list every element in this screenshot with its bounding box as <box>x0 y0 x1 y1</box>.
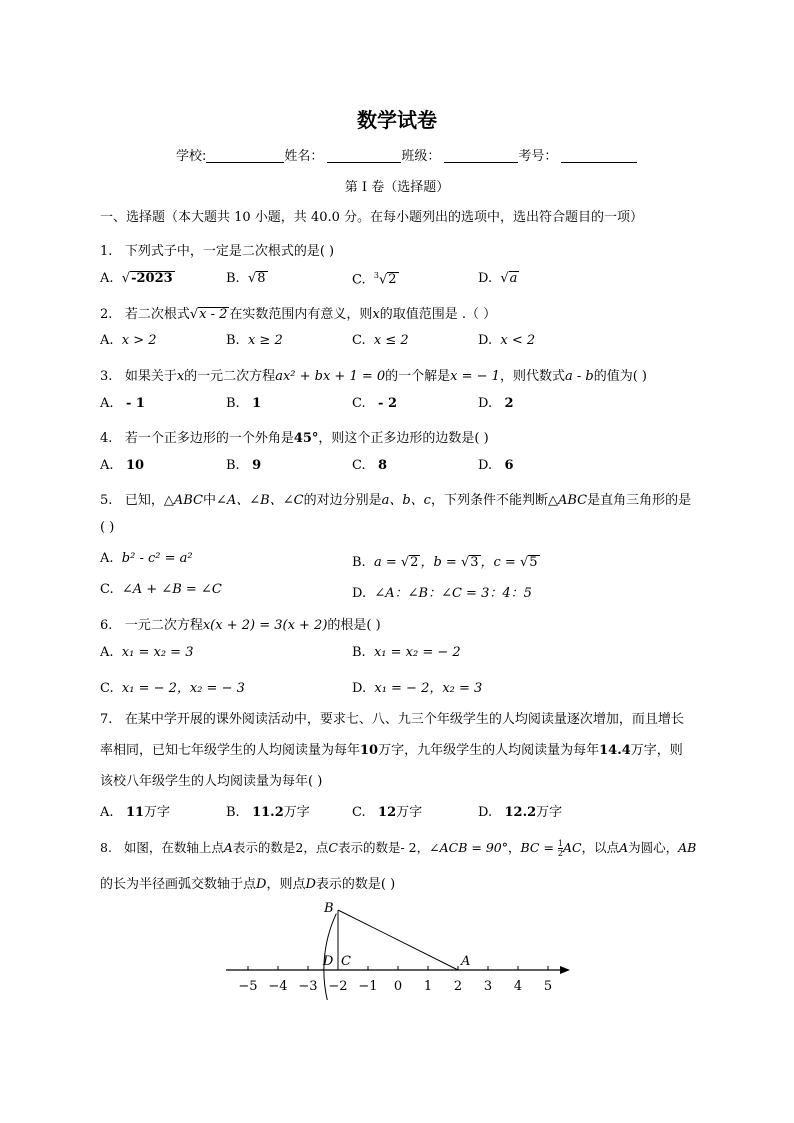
question-2: 2. 若二次根式√x - 2 在实数范围内有意义，则x的取值范围是 .（ ） <box>100 307 497 322</box>
q7-option-b[interactable] <box>226 801 310 820</box>
option-text: x₁ = x₂ = − 2 <box>373 645 461 660</box>
math-expr: a = <box>373 555 401 570</box>
question-text: 的一个解是 <box>385 369 451 384</box>
option-label: D. <box>478 458 493 473</box>
option-label: A. <box>100 333 114 348</box>
page-title: 数学试卷 <box>357 108 437 132</box>
option-text: x < 2 <box>500 333 536 348</box>
math-expr: AC <box>563 840 582 855</box>
question-8 <box>100 838 696 858</box>
question-text: 为圆心， <box>628 840 679 855</box>
unit: 万字 <box>396 805 423 820</box>
tick-label: −4 <box>268 979 288 994</box>
math-expr: BC = <box>520 840 558 855</box>
question-number: 6. <box>100 618 113 633</box>
number: 14.4 <box>599 743 631 758</box>
question-text: ， <box>507 840 521 855</box>
option-label: B. <box>226 396 240 411</box>
school-label: 学校: <box>176 149 207 164</box>
question-text: 表示的数是( ) <box>315 877 396 892</box>
q4-option-b[interactable] <box>226 458 261 473</box>
option-label: D. <box>478 396 493 411</box>
question-1 <box>100 240 334 259</box>
option-text: 9 <box>252 458 262 473</box>
unit: 万字 <box>144 805 171 820</box>
option-label: C. <box>352 396 366 411</box>
school-field[interactable] <box>206 148 284 163</box>
option-label: A. <box>100 645 114 660</box>
number: 12.2 <box>504 805 537 820</box>
tick-label: −5 <box>238 979 258 994</box>
option-label: D. <box>478 333 493 348</box>
option-text: ∠A：∠B：∠C = 3：4：5 <box>374 586 532 601</box>
option-label: B. <box>226 458 240 473</box>
option-label: B. <box>226 805 240 820</box>
question-number: 2. <box>100 307 113 322</box>
question-text: 一元二次方程 <box>124 618 203 633</box>
number: 11 <box>125 805 145 820</box>
math-expr: △ABC <box>163 493 203 508</box>
question-text: 万字，九年级学生的人均阅读量为每年 <box>378 743 600 758</box>
question-text: 率相同，已知七年级学生的人均阅读量为每年 <box>100 743 361 758</box>
question-text: 在实数范围内有意义，则 <box>229 307 373 322</box>
question-text: ，则代数式 <box>499 369 565 384</box>
question-text: ，点 <box>303 840 329 855</box>
question-number: 1. <box>100 244 113 259</box>
q5-option-d[interactable] <box>352 582 532 601</box>
q2-option-c[interactable] <box>352 333 409 348</box>
math-expr: △ABC <box>547 493 588 508</box>
option-text: x₁ = − 2，x₂ = 3 <box>374 681 483 696</box>
math-expr: D <box>256 877 267 892</box>
option-text: x ≥ 2 <box>247 333 283 348</box>
question-text: 的长为半径画弧交数轴于点 <box>100 877 257 892</box>
q4-option-c[interactable] <box>352 458 387 473</box>
q4-option-a[interactable] <box>100 458 144 473</box>
question-text: 下列式子中，一定是二次根式的是( ) <box>124 244 335 259</box>
question-text: 表示的数是 <box>337 840 401 855</box>
question-text: 是直角三角形的是 <box>587 493 692 508</box>
q1-option-d[interactable]: D. √a <box>478 271 518 286</box>
math-expr: x = − 1 <box>450 369 500 384</box>
question-text: ， <box>416 840 430 855</box>
option-label: B. <box>226 271 240 286</box>
question-text: 若二次根式 <box>124 307 190 322</box>
math-expr: A <box>223 840 233 855</box>
math-expr: ，c = <box>480 555 520 570</box>
option-text: - 2 <box>378 396 397 411</box>
option-label: C. <box>352 458 366 473</box>
question-text: 的对边分别是 <box>303 493 382 508</box>
question-text: 表示的数是 <box>232 840 296 855</box>
option-label: D. <box>478 805 493 820</box>
question-text: 万字，则 <box>630 743 683 758</box>
math-expr: AB <box>678 840 697 855</box>
number: - 2 <box>400 840 417 855</box>
volume-heading: 第 I 卷（选择题） <box>344 180 450 195</box>
question-text: ，下列条件不能判断 <box>430 493 548 508</box>
unit: 万字 <box>283 805 310 820</box>
question-text: 在某中学开展的课外阅读活动中，要求七、八、九三个年级学生的人均阅读量逐次增加，而且增长 <box>124 712 684 727</box>
q3-option-a[interactable] <box>100 396 145 411</box>
question-text: 的值为( ) <box>593 369 647 384</box>
question-5-line2: ( ) <box>100 520 115 535</box>
question-5 <box>100 489 691 508</box>
tick-label: −3 <box>298 979 318 994</box>
number: 10 <box>360 743 379 758</box>
question-6 <box>100 614 381 633</box>
option-label: C. <box>352 805 366 820</box>
option-label: A. <box>100 396 114 411</box>
option-label: D. <box>352 681 367 696</box>
radicand: -2023 <box>131 271 173 286</box>
option-label: A. <box>100 271 114 286</box>
question-number: 8. <box>100 840 112 855</box>
axis-arrow <box>560 966 570 974</box>
option-label: B. <box>352 645 366 660</box>
q6-option-b[interactable] <box>352 645 461 660</box>
option-text: x ≤ 2 <box>373 333 409 348</box>
option-label: C. <box>100 582 114 597</box>
option-text: 2 <box>504 396 514 411</box>
option-text: x₁ = − 2，x₂ = − 3 <box>121 681 245 696</box>
q6-option-c[interactable] <box>100 677 245 696</box>
id-label: 考号： <box>518 149 558 164</box>
q2-option-a[interactable] <box>100 333 157 348</box>
q3-option-c[interactable] <box>352 396 397 411</box>
label-A: A <box>461 954 471 969</box>
option-label: B. <box>352 555 366 570</box>
tick-label: 2 <box>453 979 463 994</box>
option-label: A. <box>100 458 114 473</box>
tick-label: 4 <box>513 979 523 994</box>
number: 12 <box>378 805 397 820</box>
question-4 <box>100 427 489 446</box>
radicand: 5 <box>529 555 538 570</box>
class-field[interactable] <box>444 148 518 163</box>
question-number: 4. <box>100 431 113 446</box>
denominator: 2 <box>557 849 563 858</box>
math-expr: a、b、c <box>381 493 431 508</box>
q7-option-d[interactable] <box>478 801 562 820</box>
student-info-line <box>176 145 637 164</box>
q1-option-c[interactable]: C. $^3$√2 <box>352 271 397 288</box>
math-expr: x <box>176 369 185 384</box>
option-label: C. <box>100 681 114 696</box>
question-number: 3. <box>100 369 113 384</box>
question-7-line2 <box>100 739 683 758</box>
question-text: 的一元二次方程 <box>184 369 276 384</box>
question-text: ，以点 <box>581 840 620 855</box>
option-label: D. <box>352 586 367 601</box>
root-index: 3 <box>373 271 379 280</box>
radicand: 8 <box>257 271 266 286</box>
question-number: 7. <box>100 712 113 727</box>
section-heading: 一、选择题（本大题共 10 小题，共 40.0 分。在每小题列出的选项中，选出符合题目的一项） <box>100 210 644 225</box>
number: 11.2 <box>252 805 284 820</box>
question-text: 若一个正多边形的一个外角是 <box>124 431 294 446</box>
option-label: B. <box>226 333 240 348</box>
question-text: ，则点 <box>266 877 306 892</box>
question-7-line3: 该校八年级学生的人均阅读量为每年( ) <box>100 774 323 789</box>
q5-option-a[interactable] <box>100 551 193 566</box>
option-label: A. <box>100 805 114 820</box>
q6-option-a[interactable] <box>100 645 193 660</box>
question-text: 中 <box>202 493 216 508</box>
variable: x <box>372 307 380 322</box>
math-expr: ax² + bx + 1 = 0 <box>275 369 386 384</box>
q2-option-d[interactable] <box>478 333 535 348</box>
numerator: 1 <box>557 839 563 848</box>
q1-option-b[interactable]: B. √8 <box>226 271 266 286</box>
option-text: 1 <box>252 396 262 411</box>
question-text: 的取值范围是 .（ ） <box>379 307 497 322</box>
tick-label: 3 <box>483 979 493 994</box>
math-expr: ，b = <box>420 555 461 570</box>
radicand: 2 <box>410 555 419 570</box>
radicand: 3 <box>470 555 479 570</box>
q6-option-d[interactable] <box>352 677 482 696</box>
radicand: 2 <box>388 272 397 288</box>
q2-option-b[interactable] <box>226 333 283 348</box>
question-number: 5. <box>100 493 113 508</box>
option-text: 6 <box>504 458 514 473</box>
q5-option-b[interactable]: B. a = √2 ，b = √3 ，c = √5 <box>352 555 538 570</box>
name-field[interactable] <box>327 148 401 163</box>
question-3 <box>100 365 647 384</box>
tick-label: 5 <box>543 979 553 994</box>
tick-label: 1 <box>423 979 433 994</box>
tick-label: −1 <box>358 979 378 994</box>
option-text: x₁ = x₂ = 3 <box>121 645 194 660</box>
option-text: ∠A + ∠B = ∠C <box>121 582 222 597</box>
question-8-line2 <box>100 873 395 892</box>
class-label: 班级： <box>401 149 441 164</box>
option-label: A. <box>100 551 114 566</box>
number-line-figure <box>220 895 580 1000</box>
q5-option-c[interactable] <box>100 582 222 597</box>
math-expr: A <box>619 840 629 855</box>
id-field[interactable] <box>561 148 637 163</box>
option-text: 8 <box>378 458 388 473</box>
radicand: a <box>509 271 518 286</box>
math-expr: x(x + 2) = 3(x + 2) <box>202 618 328 633</box>
radicand: x - 2 <box>199 307 228 322</box>
question-text: ，则这个正多边形的边数是( ) <box>318 431 489 446</box>
label-B: B <box>324 901 334 916</box>
question-text: 如果关于 <box>124 369 177 384</box>
tick-label: 0 <box>393 979 403 994</box>
q3-option-d[interactable] <box>478 396 514 411</box>
q7-option-a[interactable] <box>100 801 170 820</box>
math-expr: a - b <box>564 369 594 384</box>
tick-label: −2 <box>328 979 348 994</box>
math-expr: 45° <box>293 431 319 446</box>
option-label: C. <box>352 333 366 348</box>
label-C: C <box>341 954 351 969</box>
question-7 <box>100 708 684 727</box>
math-expr: ∠A、∠B、∠C <box>215 493 304 508</box>
math-expr: C <box>328 840 338 855</box>
option-text: b² - c² = a² <box>121 551 193 566</box>
question-text: 已知， <box>124 493 164 508</box>
q1-option-a[interactable]: A. √-2023 <box>100 271 173 286</box>
option-label: D. <box>478 271 493 286</box>
math-expr: D <box>305 877 316 892</box>
option-label: C. <box>352 272 366 288</box>
q7-option-c[interactable] <box>352 801 422 820</box>
number: 2 <box>295 840 304 855</box>
option-text: - 1 <box>125 396 145 411</box>
q3-option-b[interactable] <box>226 396 261 411</box>
name-label: 姓名： <box>284 149 324 164</box>
option-text: 10 <box>125 458 145 473</box>
label-D: D <box>322 954 334 969</box>
question-text: 如图，在数轴上点 <box>123 840 224 855</box>
segment-AB <box>338 910 458 970</box>
q4-option-d[interactable] <box>478 458 514 473</box>
option-text: x > 2 <box>121 333 157 348</box>
math-expr: ∠ACB = 90° <box>429 840 508 855</box>
unit: 万字 <box>536 805 563 820</box>
question-text: 的根是( ) <box>327 618 381 633</box>
figure-layer <box>226 901 570 1000</box>
